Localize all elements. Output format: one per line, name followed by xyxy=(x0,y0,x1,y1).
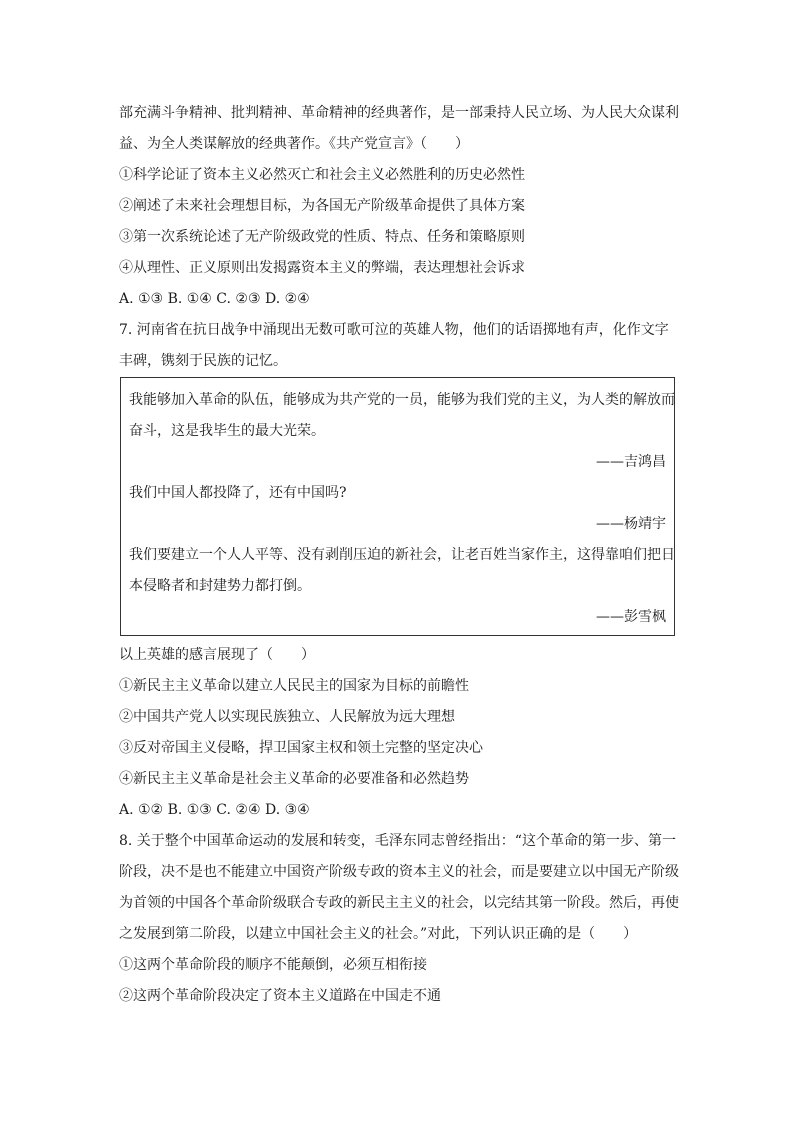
quote-1-line: 奋斗，这是我毕生的最大光荣。 xyxy=(129,423,325,439)
q6-option-3: ③第一次系统论述了无产阶级政党的性质、特点、任务和策略原则 xyxy=(119,229,525,245)
quote-3-line: 我们要建立一个人人平等、没有剥削压迫的新社会，让老百姓当家作主，这得靠咱们把日 xyxy=(129,547,675,563)
q7-stem-line: 丰碑，镌刻于民族的记忆。 xyxy=(119,353,287,369)
q6-choices: A. ①③ B. ①④ C. ②③ D. ②④ xyxy=(119,291,310,307)
q8-stem-line: 8. 关于整个中国革命运动的发展和转变，毛泽东同志曾经指出：“这个革命的第一步、第一 xyxy=(119,833,676,849)
q6-stem-line: 部充满斗争精神、批判精神、革命精神的经典著作，是一部秉持人民立场、为人民大众谋利 xyxy=(119,105,679,121)
q7-stem-line: 7. 河南省在抗日战争中涌现出无数可歌可泣的英雄人物，他们的话语掷地有声，化作文字 xyxy=(119,322,669,338)
q6-option-1: ①科学论证了资本主义必然灭亡和社会主义必然胜利的历史必然性 xyxy=(119,167,525,183)
q7-question: 以上英雄的感言展现了（ ） xyxy=(119,647,315,663)
quote-1-line: 我能够加入革命的队伍，能够成为共产党的一员，能够为我们党的主义，为人类的解放而 xyxy=(129,392,675,408)
quote-1-author: ——吉鸿昌 xyxy=(596,454,666,470)
q7-option-3: ③反对帝国主义侵略，捍卫国家主权和领土完整的坚定决心 xyxy=(119,740,483,756)
q8-stem-line: 为首领的中国各个革命阶级联合专政的新民主主义的社会，以完结其第一阶段。然后，再使 xyxy=(119,895,679,911)
quote-3-author: ——彭雪枫 xyxy=(596,609,666,625)
q7-option-2: ②中国共产党人以实现民族独立、人民解放为远大理想 xyxy=(119,709,455,725)
question-6 xyxy=(119,98,679,315)
quote-2-author: ——杨靖宇 xyxy=(596,516,666,532)
q7-choices: A. ①② B. ①③ C. ②④ D. ③④ xyxy=(119,802,310,818)
quote-3-line: 本侵略者和封建势力都打倒。 xyxy=(129,578,311,594)
q7-option-4: ④新民主主义革命是社会主义革命的必要准备和必然趋势 xyxy=(119,771,469,787)
question-8 xyxy=(119,826,679,1012)
q8-option-1: ①这两个革命阶段的顺序不能颠倒，必须互相衔接 xyxy=(119,957,427,973)
quote-2-line: 我们中国人都投降了，还有中国吗? xyxy=(129,485,347,501)
q6-stem-line: 益、为全人类谋解放的经典著作。《共产党宣言》（ ） xyxy=(119,136,469,152)
q6-option-2: ②阐述了未来社会理想目标，为各国无产阶级革命提供了具体方案 xyxy=(119,198,525,214)
q8-stem-line: 之发展到第二阶段，以建立中国社会主义的社会。”对此，下列认识正确的是（ ） xyxy=(119,926,638,942)
question-7-body xyxy=(119,640,679,826)
q8-stem-line: 阶段，决不是也不能建立中国资产阶级专政的资本主义的社会，而是要建立以中国无产阶级 xyxy=(119,864,679,880)
question-7-stem xyxy=(119,315,679,377)
q6-option-4: ④从理性、正义原则出发揭露资本主义的弊端，表达理想社会诉求 xyxy=(119,260,525,276)
q8-option-2: ②这两个革命阶段决定了资本主义道路在中国走不通 xyxy=(119,988,441,1004)
quote-box xyxy=(120,377,675,636)
q7-option-1: ①新民主主义革命以建立人民民主的国家为目标的前瞻性 xyxy=(119,678,469,694)
